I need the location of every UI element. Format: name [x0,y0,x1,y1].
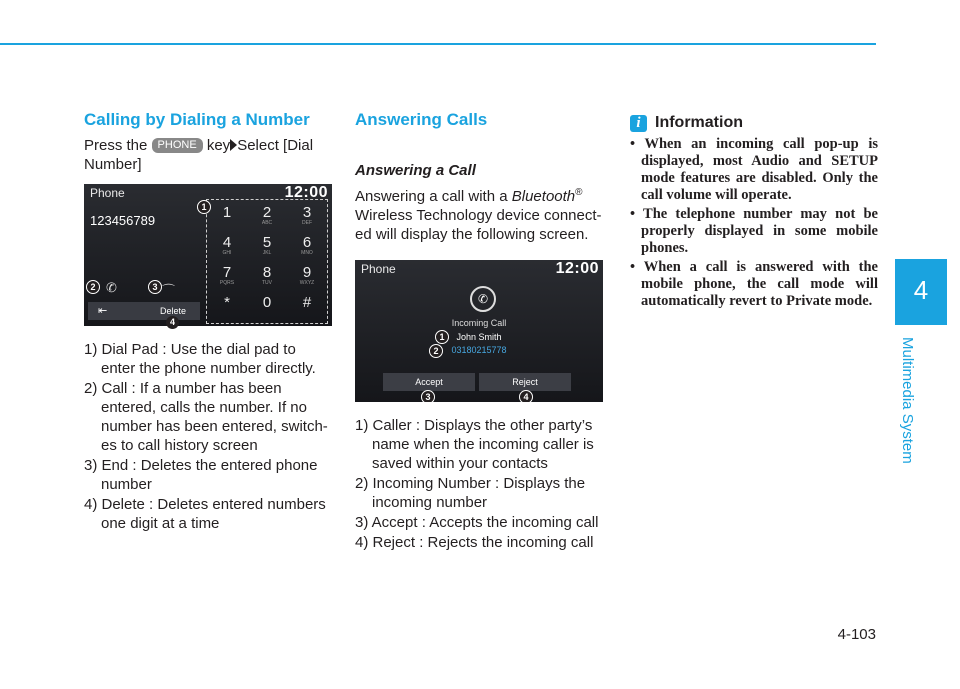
delete-bar[interactable] [88,302,200,320]
incoming-number: 03180215778 [451,345,507,355]
delete-button[interactable]: Delete [160,306,187,316]
list-item: 2) Incoming Number : Displays the incoming number [355,475,586,511]
dial-key-letters: JKL [262,250,272,256]
answer-item-list [355,416,605,552]
dial-key[interactable] [287,204,327,234]
dial-key[interactable] [287,264,327,294]
callout-marker-2: 2 [429,344,443,358]
call-icon[interactable]: ✆ [106,280,117,295]
dial-key-letters: GHI [222,250,232,256]
callout-marker-4: 4 [166,316,179,329]
info-title [630,114,878,132]
intro-answering: Answering a call with a Bluetooth® Wireless Technology device connect-ed will display the following screen. [355,187,602,243]
top-rule [0,43,876,45]
info-heading: Information [655,114,743,131]
dial-key[interactable] [287,234,327,264]
column-dialing [84,100,334,534]
info-bullet-list [630,136,878,310]
heading-answering: Answering Calls [355,110,488,129]
list-item: 3) Accept : Accepts the incoming call [355,514,599,531]
dial-key[interactable] [207,294,247,324]
dial-key-letters: PQRS [219,280,235,286]
chapter-number: 4 [913,275,929,305]
callout-marker-3: 3 [148,280,162,294]
dial-key-digit: 0 [262,294,272,311]
dial-key[interactable] [247,204,287,234]
dial-key[interactable] [207,204,247,234]
screen-title: Phone [361,262,396,276]
chapter-title-vertical [886,337,926,464]
dial-key-letters: WXYZ [299,280,315,286]
callout-marker-4: 4 [519,390,533,402]
info-icon: i [630,115,647,132]
incoming-call-label: Incoming Call [451,318,507,328]
dial-key-letters: MNO [301,250,313,256]
list-item: 1) Dial Pad : Use the dial pad to enter the phone number directly. [84,341,316,377]
list-item: 1) Caller : Displays the other party’s name when the incoming caller is saved within your contacts [355,417,594,472]
list-item: • The telephone number may not be properly displayed in some mobile phones. [630,206,878,256]
dial-screen [84,184,332,326]
chapter-title: Multimedia System [899,337,916,464]
list-item: 3) End : Deletes the entered phone number [84,457,318,493]
dial-key-digit: 5 [262,234,272,251]
dial-key-digit: * [224,294,230,311]
dial-key[interactable] [247,234,287,264]
end-call-icon[interactable]: ⌒ [162,283,176,298]
dialed-number: 123456789 [90,213,156,228]
back-icon[interactable]: ⇤ [98,305,108,317]
list-item: • When a call is answered with the mobile phone, the call mode will automatically revert to Private mode. [630,259,878,309]
accept-button[interactable]: Accept [383,373,475,391]
dial-key-letters: ABC [261,220,273,226]
dial-key[interactable] [287,294,327,324]
dial-key[interactable] [207,264,247,294]
column-answering [355,100,605,553]
dial-pad[interactable] [206,199,328,324]
incoming-call-screen [355,260,603,402]
dial-key-digit: 7 [222,264,232,281]
intro-dialing: Press the PHONE key Select [Dial Number] [84,137,314,173]
list-item: • When an incoming call pop-up is displayed, most Audio and SETUP mode features are disabled. Only the call volume will operate. [630,136,878,203]
heading-dialing: Calling by Dialing a Number [84,110,310,129]
dial-key[interactable] [207,234,247,264]
screen-title: Phone [90,186,125,200]
column-information [630,100,878,312]
dial-key-digit: # [302,294,312,311]
dial-key-digit: 6 [302,234,312,251]
callout-marker-2: 2 [86,280,100,294]
phone-icon: ✆ [470,286,496,312]
page-number: 4-103 [837,626,876,643]
dial-key-letters: TUV [262,280,272,286]
callout-marker-1: 1 [197,200,211,214]
dial-key-digit: 4 [222,234,232,251]
caller-name: John Smith [456,332,502,342]
chapter-tab [895,259,947,325]
dial-key-digit: 8 [262,264,272,281]
list-item: 4) Reject : Rejects the incoming call [355,534,594,551]
reject-button[interactable]: Reject [479,373,571,391]
dial-key[interactable] [247,294,287,324]
callout-marker-3: 3 [421,390,435,402]
screen-time: 12:00 [284,184,328,201]
subheading-answering: Answering a Call [355,162,476,179]
list-item: 2) Call : If a number has been entered, calls the number. If no number has been entered, switch-es to call history screen [84,380,328,454]
dial-item-list [84,340,334,533]
dial-key-digit: 2 [262,204,272,221]
list-item: 4) Delete : Deletes entered numbers one digit at a time [84,496,326,532]
callout-marker-1: 1 [435,330,449,344]
dial-key-letters: DEF [302,220,312,226]
screen-time: 12:00 [555,260,599,277]
dial-key-digit: 3 [302,204,312,221]
phone-key-chip: PHONE [152,138,203,153]
dial-key-digit: 1 [222,204,232,221]
dial-key[interactable] [247,264,287,294]
dial-key-digit: 9 [302,264,312,281]
